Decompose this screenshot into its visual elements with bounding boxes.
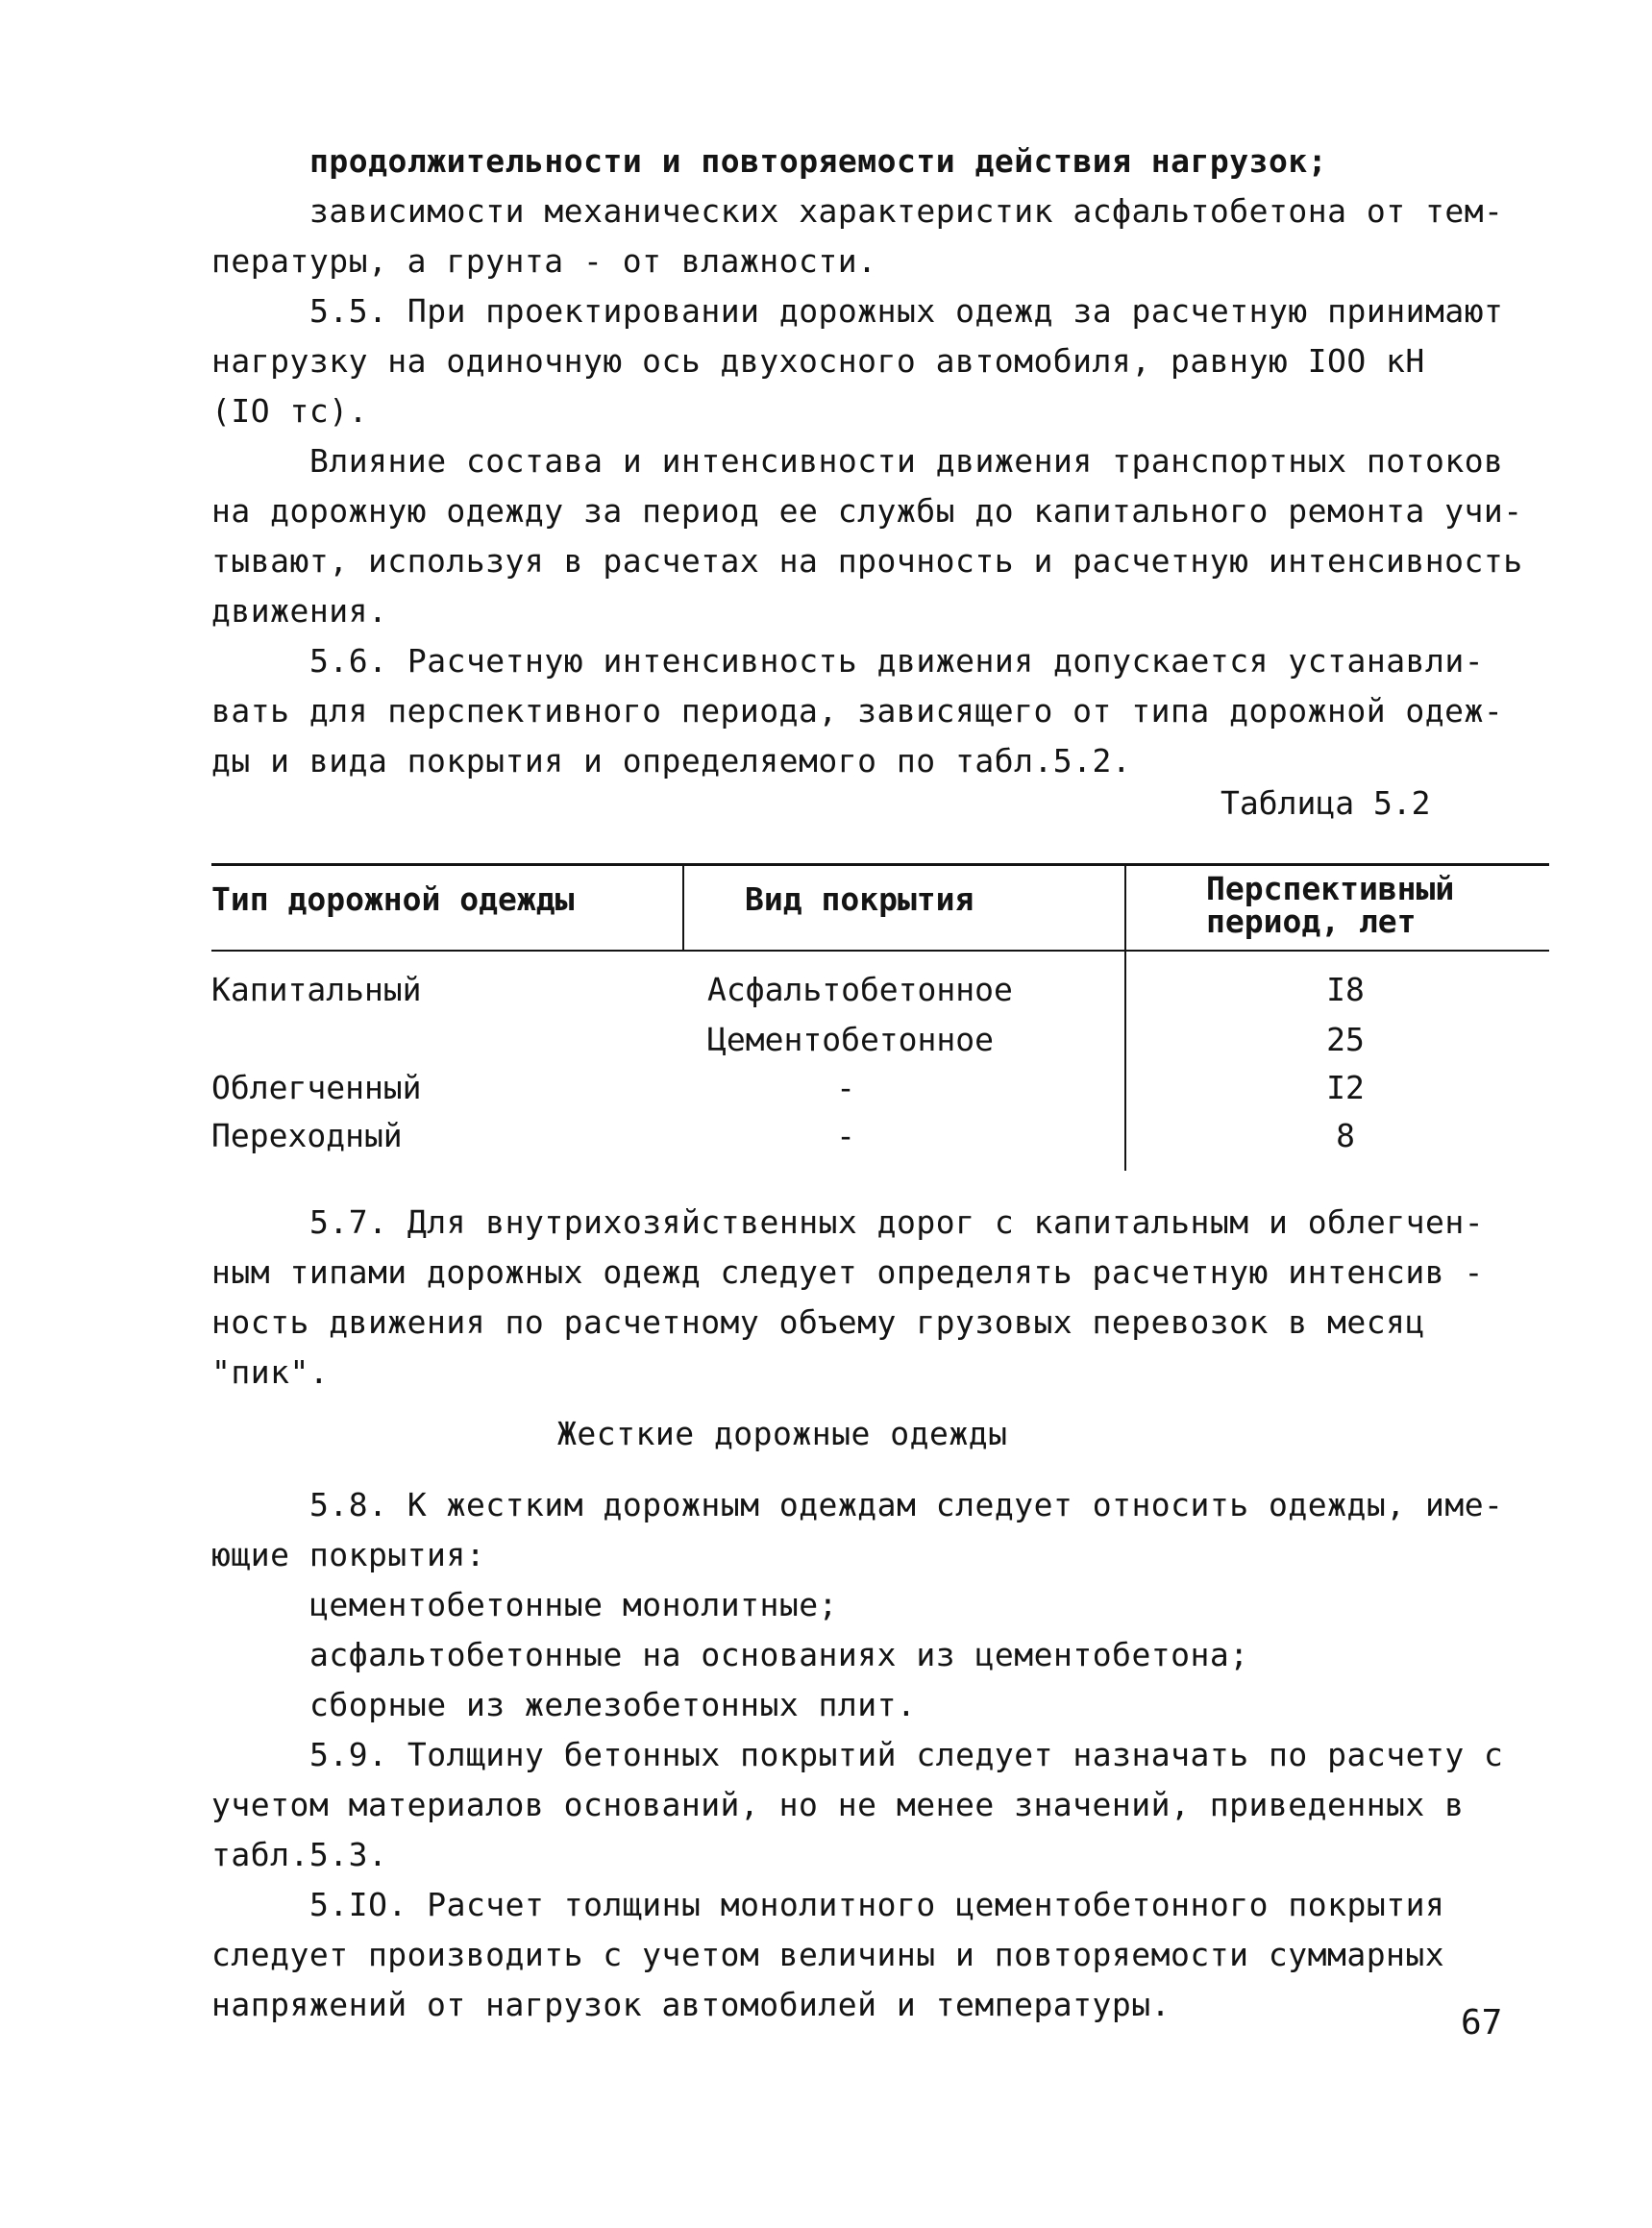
paragraph-line: 5.6. Расчетную интенсивность движения допускается устанавли- xyxy=(309,642,1485,680)
page-number: 67 xyxy=(1461,2003,1503,2042)
paragraph-line: 5.9. Толщину бетонных покрытий следует назначать по расчету с xyxy=(309,1736,1504,1773)
paragraph-line: 5.5. При проектировании дорожных одежд за расчетную принимают xyxy=(309,292,1504,330)
table-cell-period: 8 xyxy=(1336,1117,1355,1154)
table-cell-type: Переходный xyxy=(211,1117,403,1154)
table-caption: Таблица 5.2 xyxy=(1221,784,1431,822)
table-cell-type: Капитальный xyxy=(211,971,422,1008)
table-cell-surface: - xyxy=(836,1117,855,1154)
paragraph-line: вать для перспективного периода, зависящего от типа дорожной одеж- xyxy=(211,692,1504,730)
table-column-divider xyxy=(1124,863,1126,1171)
data-table xyxy=(211,863,1549,1171)
paragraph-line: нагрузку на одиночную ось двухосного автомобиля, равную IOO кН xyxy=(211,342,1425,380)
table-cell-period: 25 xyxy=(1326,1021,1365,1058)
paragraph-line: пературы, а грунта - от влажности. xyxy=(211,242,877,280)
paragraph-line: движения. xyxy=(211,592,388,630)
paragraph-line: ды и вида покрытия и определяемого по табл.5.2. xyxy=(211,742,1132,780)
paragraph-line: (IO тс). xyxy=(211,392,368,430)
table-cell-type: Облегченный xyxy=(211,1069,422,1106)
table-header-type: Тип дорожной одежды xyxy=(211,880,575,918)
paragraph-line: зависимости механических характеристик асфальтобетона от тем- xyxy=(309,192,1504,230)
table-cell-period: I2 xyxy=(1326,1069,1365,1106)
table-header-surface: Вид покрытия xyxy=(745,880,974,918)
table-cell-surface: Асфальтобетонное xyxy=(707,971,1013,1008)
list-item: асфальтобетонные на основаниях из цементобетона; xyxy=(309,1636,1249,1673)
paragraph-line: на дорожную одежду за период ее службы до капитального ремонта учи- xyxy=(211,492,1523,530)
paragraph-line: напряжений от нагрузок автомобилей и температуры. xyxy=(211,1986,1171,2023)
paragraph-line: табл.5.3. xyxy=(211,1836,388,1873)
table-cell-surface: Цементобетонное xyxy=(707,1021,995,1058)
paragraph-line: следует производить с учетом величины и повторяемости суммарных xyxy=(211,1936,1445,1973)
section-heading: Жесткие дорожные одежды xyxy=(557,1415,1008,1452)
table-cell-period: I8 xyxy=(1326,971,1365,1008)
table-header-period-unit: период, лет xyxy=(1206,903,1417,940)
paragraph-line: 5.7. Для внутрихозяйственных дорог с капитальным и облегчен- xyxy=(309,1203,1485,1241)
table-header-period: Перспективный xyxy=(1206,870,1455,907)
list-item: цементобетонные монолитные; xyxy=(309,1586,838,1623)
paragraph-line: ным типами дорожных одежд следует определять расчетную интенсив - xyxy=(211,1253,1484,1291)
paragraph-line: продолжительности и повторяемости действия нагрузок; xyxy=(309,142,1328,180)
table-cell-surface: - xyxy=(836,1069,855,1106)
paragraph-line: "пик". xyxy=(211,1353,330,1391)
paragraph-line: 5.8. К жестким дорожным одеждам следует относить одежды, име- xyxy=(309,1486,1504,1523)
table-top-rule xyxy=(211,863,1549,866)
paragraph-line: учетом материалов оснований, но не менее значений, приведенных в xyxy=(211,1786,1465,1823)
paragraph-line: 5.IO. Расчет толщины монолитного цементобетонного покрытия xyxy=(309,1886,1445,1923)
paragraph-line: Влияние состава и интенсивности движения транспортных потоков xyxy=(309,442,1504,480)
table-column-divider xyxy=(682,863,684,952)
table-header-rule xyxy=(211,950,1549,952)
paragraph-line: ность движения по расчетному объему грузовых перевозок в месяц xyxy=(211,1303,1425,1341)
paragraph-line: ющие покрытия: xyxy=(211,1536,486,1573)
list-item: сборные из железобетонных плит. xyxy=(309,1686,917,1723)
paragraph-line: тывают, используя в расчетах на прочность и расчетную интенсивность xyxy=(211,542,1523,580)
